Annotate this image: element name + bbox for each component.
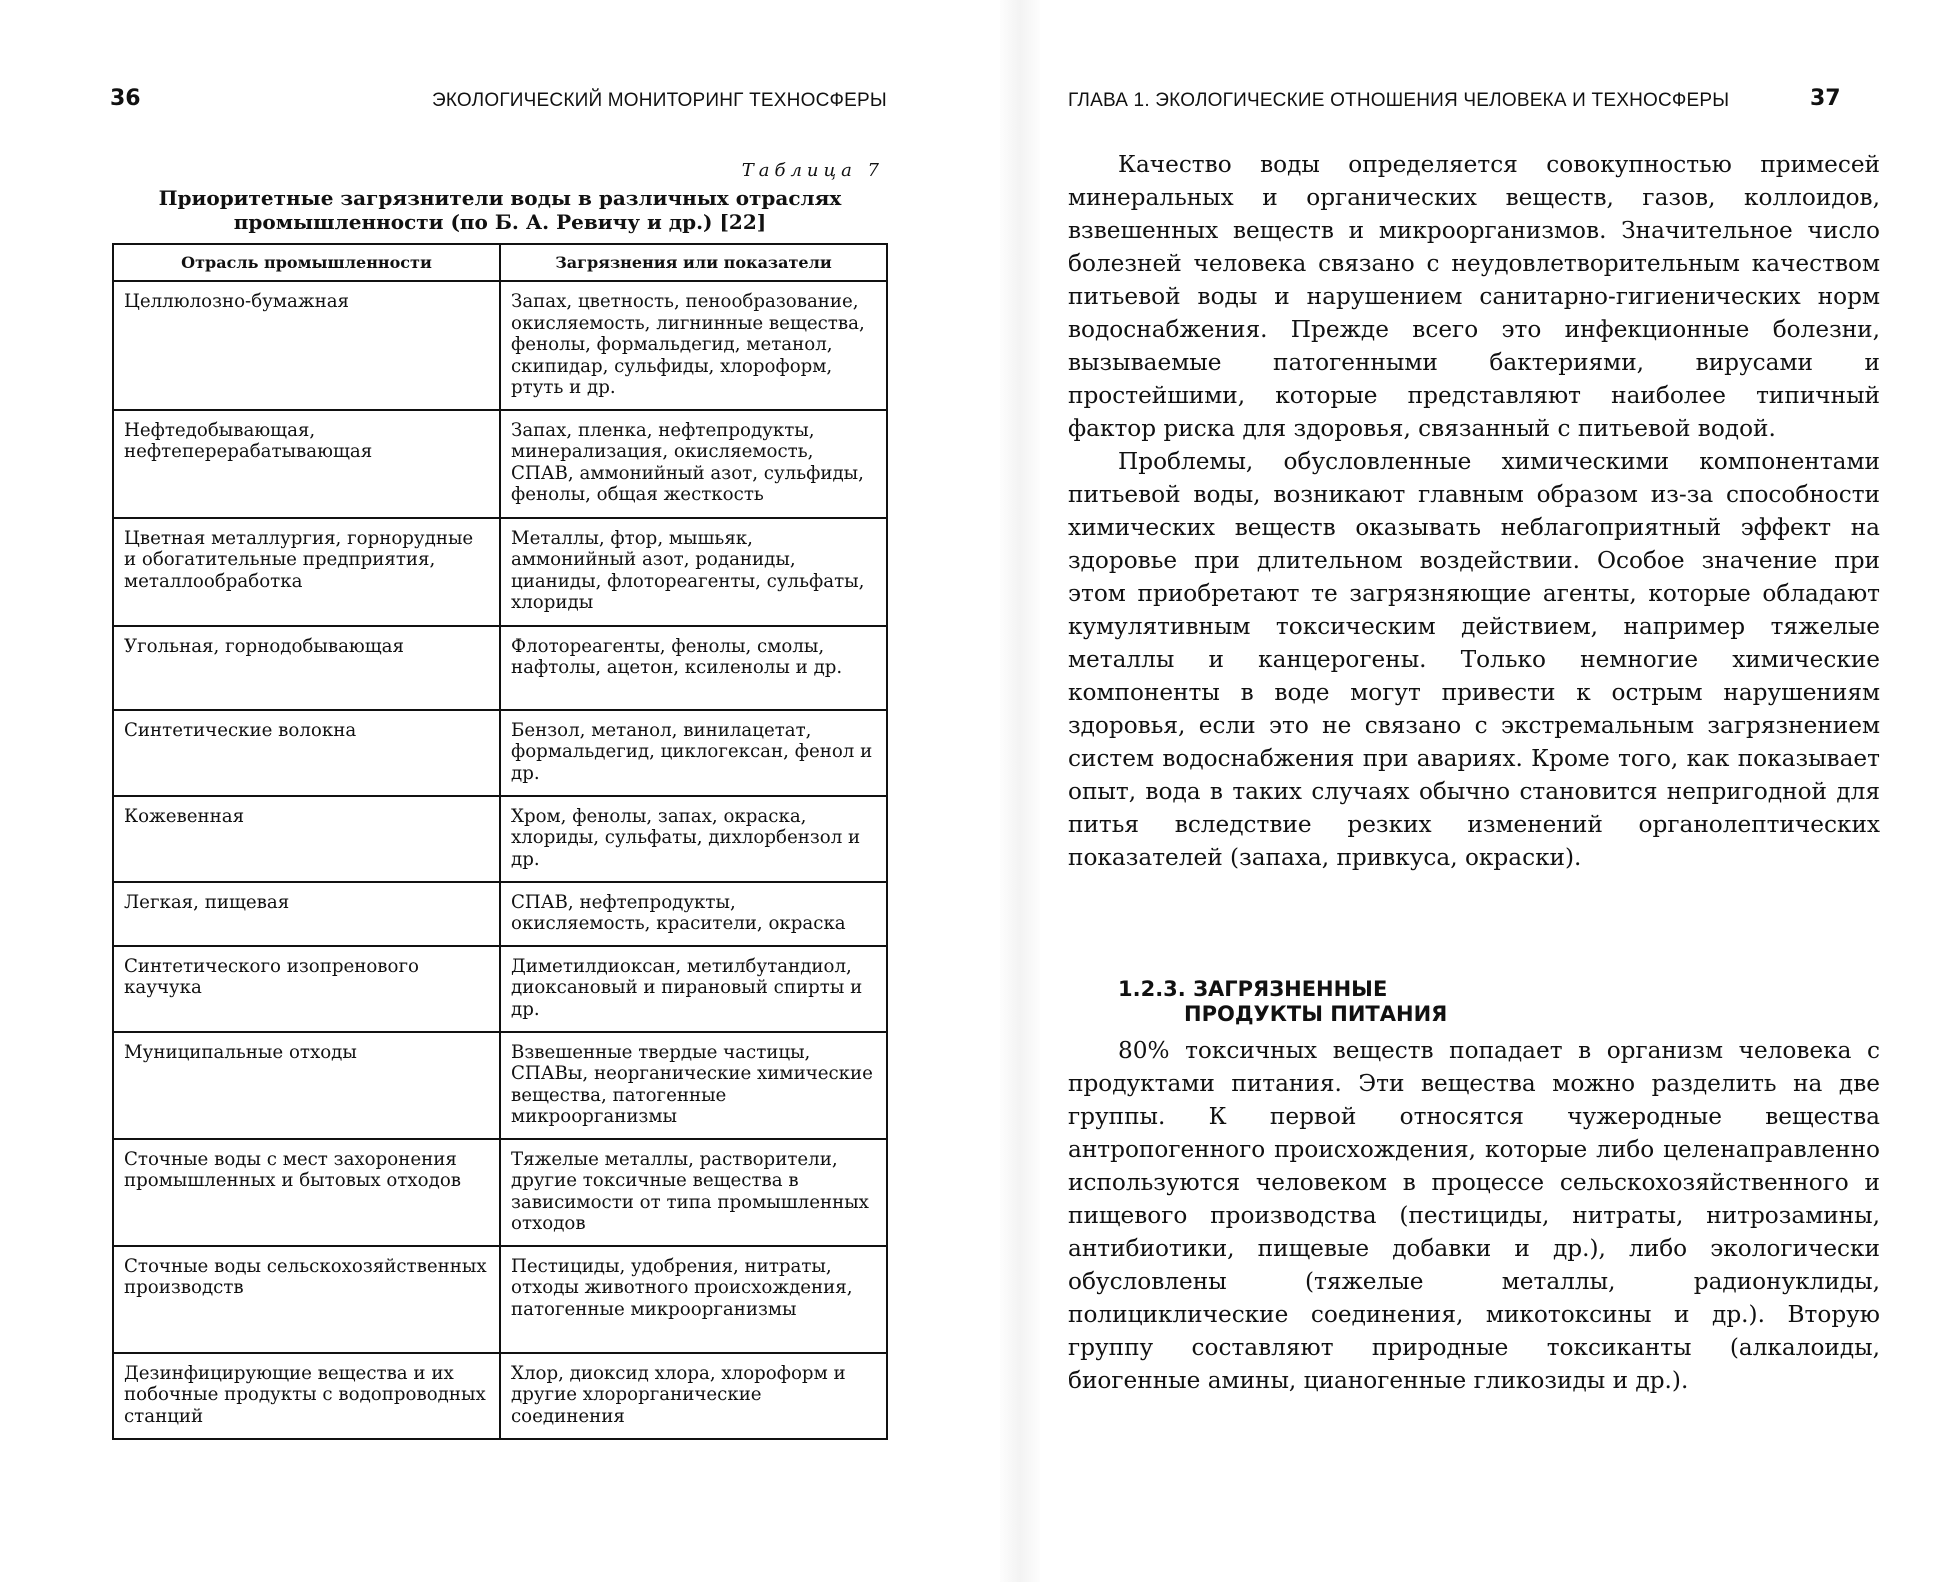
table-header-row xyxy=(113,244,887,281)
industry-cell: Дезинфицирующие вещества и их побочные продукты с водопроводных станций xyxy=(113,1353,500,1439)
industry-cell: Синтетические волокна xyxy=(113,710,500,796)
body-text-bottom xyxy=(1068,1034,1880,1397)
running-header-left: ЭКОЛОГИЧЕСКИЙ МОНИТОРИНГ ТЕХНОСФЕРЫ xyxy=(432,90,887,111)
pollutants-cell: Тяжелые металлы, растворители, другие токсичные вещества в зависимости от типа промышленных отходов xyxy=(500,1139,887,1246)
table-title-line1: Приоритетные загрязнители воды в различных отраслях xyxy=(158,186,842,210)
table-row xyxy=(113,410,887,518)
industry-cell: Нефтедобывающая, нефтеперерабатывающая xyxy=(113,410,500,518)
table-row xyxy=(113,518,887,626)
pollutants-table xyxy=(112,243,888,1440)
table-row xyxy=(113,882,887,946)
pollutants-cell: Бензол, метанол, винилацетат, формальдегид, циклогексан, фенол и др. xyxy=(500,710,887,796)
table-row xyxy=(113,281,887,410)
industry-cell: Сточные воды с мест захоронения промышленных и бытовых отходов xyxy=(113,1139,500,1246)
table-row xyxy=(113,1139,887,1246)
page-number-left: 36 xyxy=(110,86,141,111)
pollutants-cell: Металлы, фтор, мышьяк, аммонийный азот, роданиды, цианиды, флотореагенты, сульфаты, хлориды xyxy=(500,518,887,626)
pollutants-cell: Пестициды, удобрения, нитраты, отходы животного происхождения, патогенные микроорганизмы xyxy=(500,1246,887,1353)
industry-cell: Легкая, пищевая xyxy=(113,882,500,946)
industry-cell: Кожевенная xyxy=(113,796,500,882)
table-row xyxy=(113,710,887,796)
industry-cell: Сточные воды сельскохозяйственных производств xyxy=(113,1246,500,1353)
pollutants-cell: Хром, фенолы, запах, окраска, хлориды, сульфаты, дихлорбензол и др. xyxy=(500,796,887,882)
paragraph-chemical-problems: Проблемы, обусловленные химическими компонентами питьевой воды, возникают главным образом из-за способности химических веществ оказывать неблагоприятный эффект на здоровье при длительном воздействии. Особое значение при этом приобретают те загрязняющие агенты, которые обладают кумулятивным токсическим действием, например тяжелые металлы и канцерогены. Только немногие химические компоненты в воде могут привести к острым нарушениям здоровья, если это не связано с экстремальным загрязнением систем водоснабжения при авариях. Кроме того, как показывает опыт, вода в таких случаях обычно становится непригодной для питья вследствие резких изменений органолептических показателей (запаха, привкуса, окраски). xyxy=(1068,448,1880,871)
body-text-top xyxy=(1068,148,1880,874)
pollutants-cell: СПАВ, нефтепродукты, окисляемость, красители, окраска xyxy=(500,882,887,946)
section-heading xyxy=(1118,977,1447,1027)
table-title-line2: промышленности (по Б. А. Ревичу и др.) [22] xyxy=(233,210,767,234)
table-row xyxy=(113,1032,887,1139)
pollutants-cell: Запах, цветность, пенообразование, окисляемость, лигнинные вещества, фенолы, формальдегид, метанол, скипидар, сульфиды, хлороформ, ртуть и др. xyxy=(500,281,887,410)
right-page xyxy=(1040,0,1946,1582)
table-row xyxy=(113,796,887,882)
section-heading-line1: 1.2.3. ЗАГРЯЗНЕННЫЕ xyxy=(1118,977,1388,1001)
column-header-pollutants: Загрязнения или показатели xyxy=(500,244,887,281)
pollutants-cell: Флотореагенты, фенолы, смолы, нафтолы, ацетон, ксиленолы и др. xyxy=(500,626,887,710)
page-number-right: 37 xyxy=(1810,86,1841,111)
industry-cell: Угольная, горнодобывающая xyxy=(113,626,500,710)
industry-cell: Цветная металлургия, горнорудные и обогатительные предприятия, металлообработка xyxy=(113,518,500,626)
pollutants-cell: Диметилдиоксан, метилбутандиол, диоксановый и пирановый спирты и др. xyxy=(500,946,887,1032)
section-heading-line2: ПРОДУКТЫ ПИТАНИЯ xyxy=(1184,1002,1448,1026)
paragraph-water-quality: Качество воды определяется совокупностью примесей минеральных и органических веществ, газов, коллоидов, взвешенных веществ и микроорганизмов. Значительное число болезней человека связано с неудовлетворительным качеством питьевой воды и нарушением санитарно-гигиенических норм водоснабжения. Прежде всего это инфекционные болезни, вызываемые патогенными бактериями, вирусами и простейшими, которые представляют наиболее типичный фактор риска для здоровья, связанный с питьевой водой. xyxy=(1068,151,1880,442)
pollutants-cell: Хлор, диоксид хлора, хлороформ и другие хлорорганические соединения xyxy=(500,1353,887,1439)
industry-cell: Муниципальные отходы xyxy=(113,1032,500,1139)
table-row xyxy=(113,1246,887,1353)
industry-cell: Целлюлозно-бумажная xyxy=(113,281,500,410)
industry-cell: Синтетического изопренового каучука xyxy=(113,946,500,1032)
table-label: Таблица 7 xyxy=(741,160,884,181)
column-header-industry: Отрасль промышленности xyxy=(113,244,500,281)
table-title xyxy=(112,186,888,234)
paragraph-food-toxins: 80% токсичных веществ попадает в организм человека с продуктами питания. Эти вещества можно разделить на две группы. К первой относятся чужеродные вещества антропогенного происхождения, которые либо целенаправленно используются человеком в процессе сельскохозяйственного и пищевого производства (пестициды, нитраты, нитрозамины, антибиотики, пищевые добавки и др.), либо экологически обусловлены (тяжелые металлы, радионуклиды, полициклические соединения, микотоксины и др.). Вторую группу составляют природные токсиканты (алкалоиды, биогенные амины, цианогенные гликозиды и др.). xyxy=(1068,1037,1880,1394)
table-row xyxy=(113,626,887,710)
book-gutter xyxy=(1000,0,1040,1582)
pollutants-cell: Взвешенные твердые частицы, СПАВы, неорганические химические вещества, патогенные микроорганизмы xyxy=(500,1032,887,1139)
pollutants-cell: Запах, пленка, нефтепродукты, минерализация, окисляемость, СПАВ, аммонийный азот, сульфиды, фенолы, общая жесткость xyxy=(500,410,887,518)
table-row xyxy=(113,946,887,1032)
running-header-right: ГЛАВА 1. ЭКОЛОГИЧЕСКИЕ ОТНОШЕНИЯ ЧЕЛОВЕКА И ТЕХНОСФЕРЫ xyxy=(1068,90,1730,111)
table-row xyxy=(113,1353,887,1439)
